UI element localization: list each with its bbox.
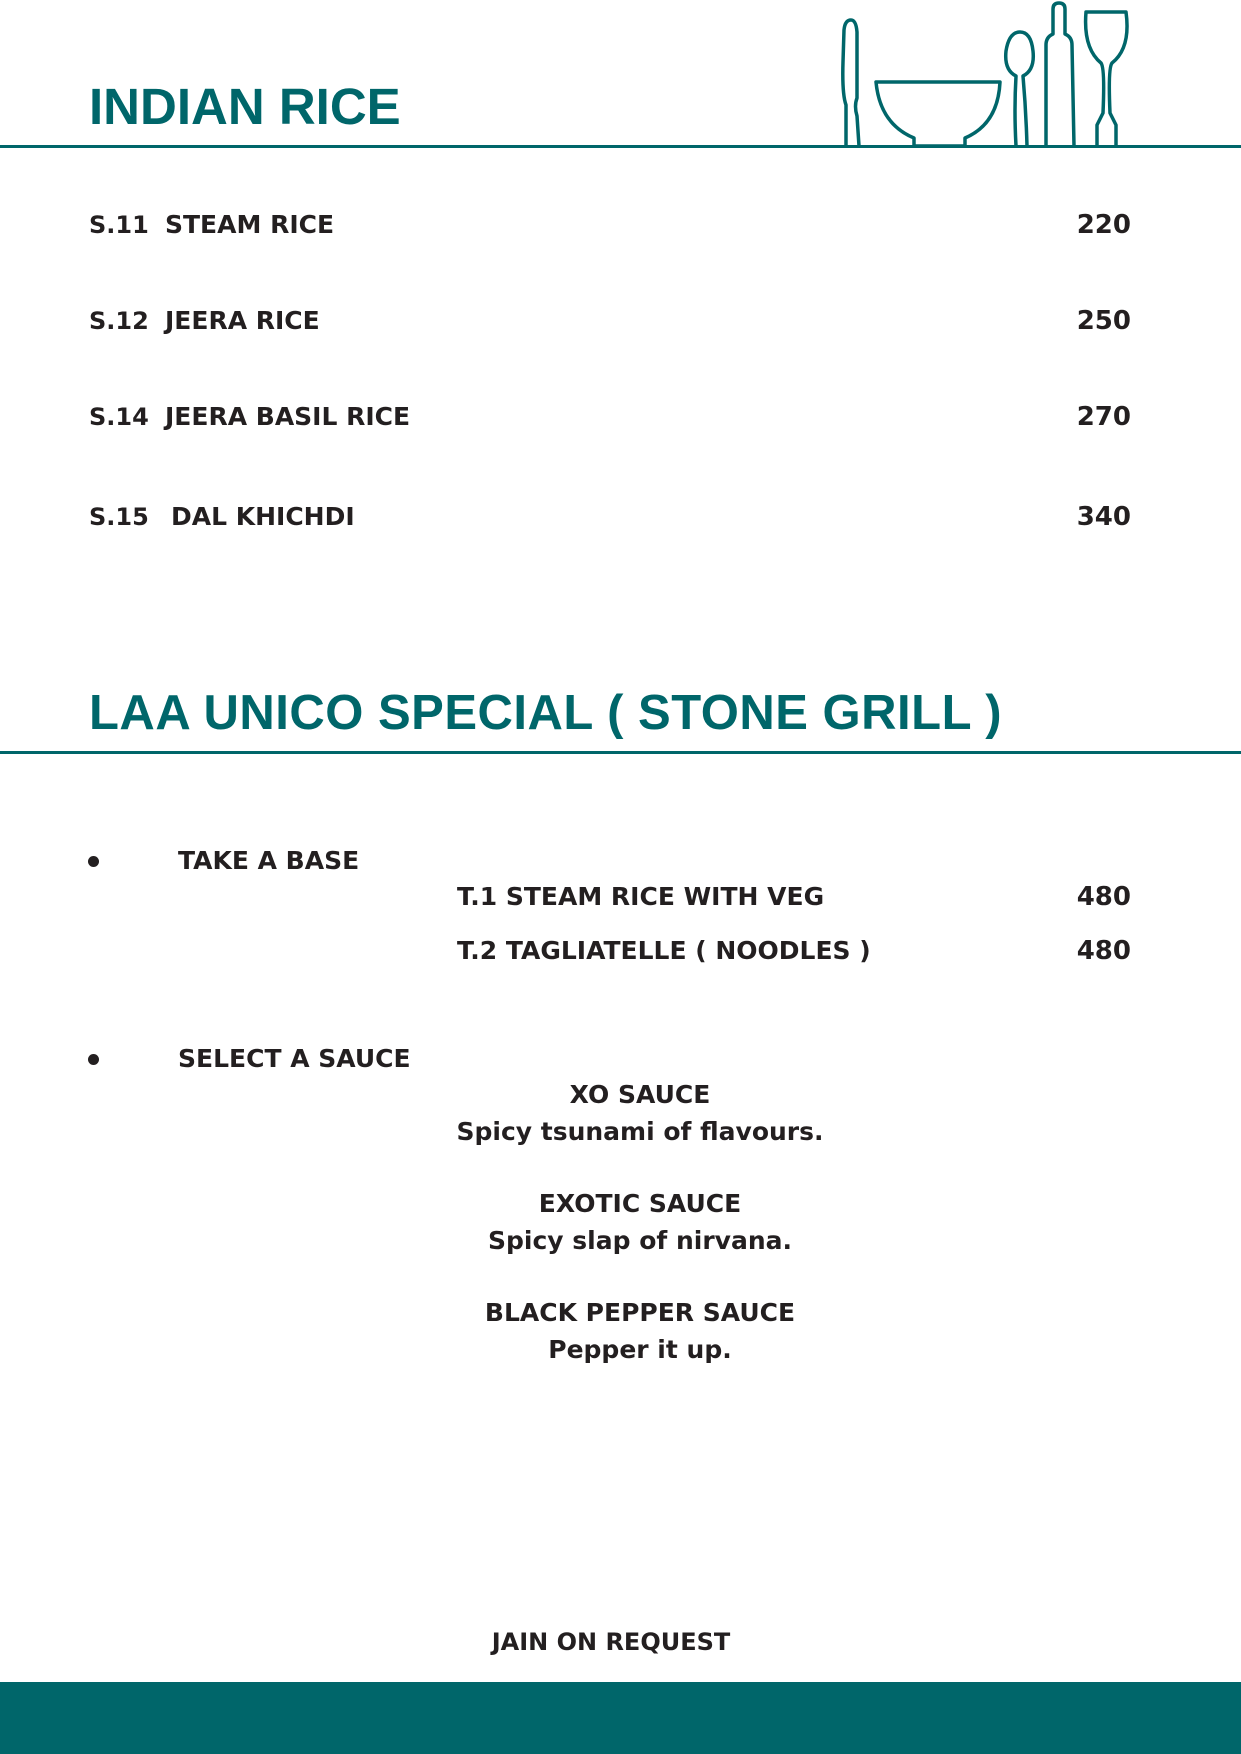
item-price: 250 bbox=[1076, 306, 1131, 336]
sauce-name: EXOTIC SAUCE bbox=[538, 1189, 742, 1218]
option-name: T.1 STEAM RICE WITH VEG bbox=[457, 882, 825, 911]
section-divider bbox=[0, 145, 1241, 148]
bowl-icon bbox=[876, 82, 1000, 146]
sauce-description: Spicy slap of nirvana. bbox=[488, 1225, 792, 1255]
item-name: DAL KHICHDI bbox=[171, 502, 355, 531]
section-divider bbox=[0, 751, 1241, 754]
base-option bbox=[0, 934, 1241, 968]
item-code: S.12 bbox=[89, 307, 149, 335]
item-code: S.14 bbox=[89, 403, 149, 431]
sauce-description: Pepper it up. bbox=[548, 1334, 732, 1364]
bottle-icon bbox=[1046, 3, 1074, 146]
sauce-name: XO SAUCE bbox=[569, 1080, 711, 1109]
option-price: 480 bbox=[1076, 882, 1131, 912]
footer-band bbox=[0, 1682, 1241, 1754]
item-name: STEAM RICE bbox=[165, 210, 335, 239]
base-option bbox=[0, 880, 1241, 914]
item-price: 270 bbox=[1076, 402, 1131, 432]
sauce-description: Spicy tsunami of flavours. bbox=[456, 1116, 824, 1146]
section-title-special: LAA UNICO SPECIAL ( STONE GRILL ) bbox=[89, 686, 1003, 740]
menu-item bbox=[0, 400, 1241, 434]
item-code: S.11 bbox=[89, 211, 149, 239]
item-name: JEERA RICE bbox=[165, 306, 320, 335]
tableware-icon bbox=[836, 0, 1136, 148]
menu-item bbox=[0, 500, 1241, 534]
step-label-base: TAKE A BASE bbox=[178, 846, 360, 875]
option-price: 480 bbox=[1076, 936, 1131, 966]
item-price: 220 bbox=[1076, 210, 1131, 240]
option-name: T.2 TAGLIATELLE ( NOODLES ) bbox=[457, 936, 871, 965]
bullet-icon bbox=[88, 856, 99, 867]
item-price: 340 bbox=[1076, 502, 1131, 532]
item-name: JEERA BASIL RICE bbox=[165, 402, 411, 431]
bullet-icon bbox=[88, 1054, 99, 1065]
spoon-icon bbox=[1006, 32, 1034, 146]
sauce-option bbox=[420, 1295, 860, 1368]
sauce-option bbox=[420, 1077, 860, 1150]
step-label-sauce: SELECT A SAUCE bbox=[178, 1044, 411, 1073]
menu-item bbox=[0, 208, 1241, 242]
section-title-indian-rice: INDIAN RICE bbox=[89, 78, 401, 135]
menu-item bbox=[0, 304, 1241, 338]
wine-glass-icon bbox=[1086, 12, 1127, 146]
item-code: S.15 bbox=[89, 503, 149, 531]
sauce-list bbox=[420, 1077, 860, 1368]
sauce-name: BLACK PEPPER SAUCE bbox=[484, 1298, 796, 1327]
knife-icon bbox=[843, 20, 859, 146]
sauce-option bbox=[420, 1186, 860, 1259]
jain-note: JAIN ON REQUEST bbox=[491, 1628, 731, 1656]
